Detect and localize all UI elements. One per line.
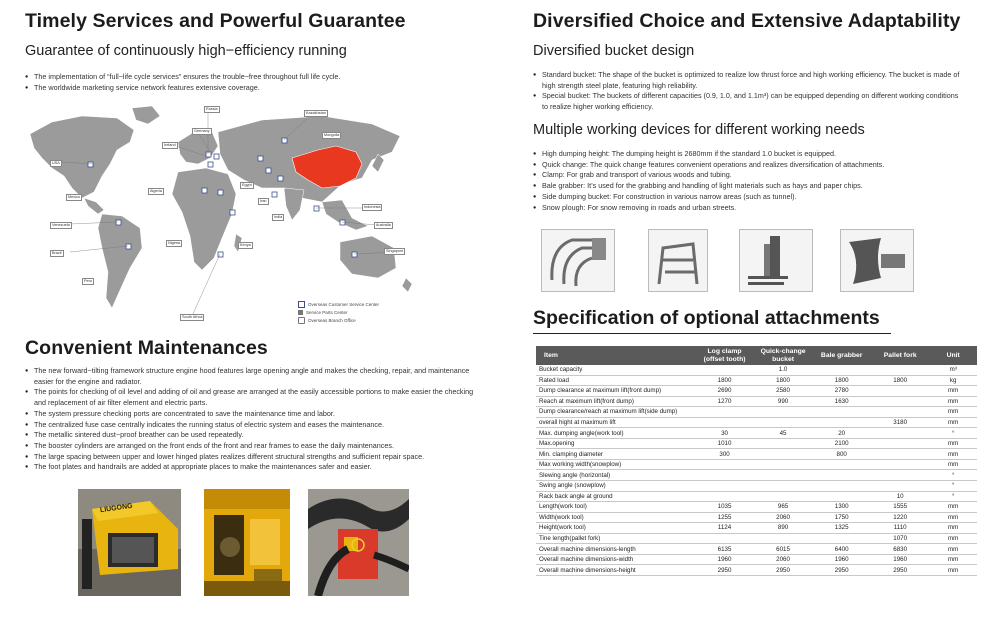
value-cell: 1110 <box>871 523 929 534</box>
maintenance-bullet: ● The new forward−tilting framework structure engine hood features large opening angle and makes the checking, repair, and maintenance easier for the engine and radiator. <box>25 366 480 387</box>
value-cell: 1750 <box>812 512 871 523</box>
value-cell: 1035 <box>695 502 753 513</box>
value-cell: mm <box>929 407 977 418</box>
spec-table <box>536 346 977 576</box>
item-cell: Height(work tool) <box>536 523 695 534</box>
value-cell: mm <box>929 544 977 555</box>
item-cell: Width(work tool) <box>536 512 695 523</box>
table-row <box>536 512 977 523</box>
value-cell: ° <box>929 491 977 502</box>
value-cell: 1325 <box>812 523 871 534</box>
item-cell: Slewing angle (horizontal) <box>536 470 695 481</box>
table-row <box>536 502 977 513</box>
bucket-bullet: ● Special bucket: The buckets of different capacities (0.9, 1.0, and 1.1m³) can be equipped depending on different working conditions to realize higher working efficiency. <box>533 91 963 112</box>
table-row <box>536 470 977 481</box>
maintenance-bullet: ● The centralized fuse case centrally indicates the running status of electric system and eases the maintenance. <box>25 420 480 431</box>
engine-hood-photo <box>78 489 181 596</box>
value-cell: ° <box>929 481 977 492</box>
value-cell <box>754 438 813 449</box>
map-label: Nigeria <box>168 241 181 245</box>
item-cell: Swing angle (snowplow) <box>536 481 695 492</box>
value-cell: mm <box>929 554 977 565</box>
value-cell: 20 <box>812 428 871 439</box>
map-label: Germany <box>194 129 210 133</box>
table-row <box>536 396 977 407</box>
item-cell: Dump clearance at maximum lift(front dump) <box>536 386 695 397</box>
column-header: Log clamp (offset tooth) <box>695 346 753 365</box>
table-row <box>536 459 977 470</box>
bucket-subtitle: Diversified bucket design <box>533 43 695 59</box>
title-underline <box>533 333 891 334</box>
value-cell: 1220 <box>871 512 929 523</box>
maintenance-bullet: ● The points for checking of oil level and adding of oil and grease are arranged at the easily accessible portions to make easier the checking and replacement of air filter element and electric parts. <box>25 387 480 408</box>
item-cell: Rated load <box>536 375 695 386</box>
value-cell <box>695 459 753 470</box>
services-title: Timely Services and Powerful Guarantee <box>25 10 406 32</box>
value-cell: mm <box>929 523 977 534</box>
value-cell: 1270 <box>695 396 753 407</box>
value-cell <box>695 533 753 544</box>
item-cell: overall hight at maximum lift <box>536 417 695 428</box>
value-cell <box>871 449 929 460</box>
value-cell <box>754 533 813 544</box>
value-cell <box>754 491 813 502</box>
value-cell: m³ <box>929 365 977 375</box>
map-legend <box>298 300 413 324</box>
table-row <box>536 481 977 492</box>
value-cell <box>871 428 929 439</box>
value-cell: mm <box>929 417 977 428</box>
devices-bullet: ● Side dumping bucket: For construction in various narrow areas (such as tunnel). <box>533 192 973 203</box>
adaptability-title: Diversified Choice and Extensive Adaptability <box>533 10 961 32</box>
table-row <box>536 533 977 544</box>
value-cell: 1960 <box>695 554 753 565</box>
pallet-fork-image <box>739 229 813 292</box>
item-cell: Overall machine dimensions-length <box>536 544 695 555</box>
value-cell: 1124 <box>695 523 753 534</box>
service-network-map <box>22 102 417 327</box>
map-label: Ireland <box>164 143 176 147</box>
brand-label: LIUGONG <box>99 502 133 515</box>
value-cell <box>871 481 929 492</box>
table-header-row <box>536 346 977 365</box>
value-cell: mm <box>929 438 977 449</box>
item-cell: Bucket capacity <box>536 365 695 375</box>
table-row <box>536 407 977 418</box>
value-cell <box>695 417 753 428</box>
value-cell: 6400 <box>812 544 871 555</box>
value-cell: 1800 <box>871 375 929 386</box>
item-cell: Min. clamping diameter <box>536 449 695 460</box>
guarantee-bullets <box>25 72 495 93</box>
item-cell: Reach at maximum lift(front dump) <box>536 396 695 407</box>
devices-bullet: ● High dumping height: The dumping height is 2680mm if the standard 1.0 bucket is equipped. <box>533 149 973 160</box>
value-cell: 1800 <box>695 375 753 386</box>
value-cell <box>812 533 871 544</box>
item-cell: Overall machine dimensions-height <box>536 565 695 576</box>
value-cell: 2950 <box>871 565 929 576</box>
hydraulic-photo <box>308 489 409 596</box>
bucket-bullet: ● Standard bucket: The shape of the bucket is optimized to realize low thrust force and high working efficiency. The bucket is made of high strength steel plate, featuring high reliability. <box>533 70 963 91</box>
map-label: Kenya <box>240 243 251 247</box>
map-label: Peru <box>84 279 93 283</box>
map-label: Iran <box>260 199 267 203</box>
value-cell: 1010 <box>695 438 753 449</box>
value-cell: 1960 <box>871 554 929 565</box>
snow-plough-image <box>840 229 914 292</box>
value-cell: ° <box>929 428 977 439</box>
value-cell: mm <box>929 565 977 576</box>
value-cell <box>871 386 929 397</box>
maintenance-bullet: ● The foot plates and handrails are added at appropriate places to make the maintenances safer and easier. <box>25 462 480 473</box>
item-cell: Max.opening <box>536 438 695 449</box>
value-cell <box>871 407 929 418</box>
devices-bullet: ● Clamp: For grab and transport of various woods and tubing. <box>533 170 973 181</box>
value-cell: 2950 <box>695 565 753 576</box>
value-cell <box>695 470 753 481</box>
guarantee-bullet: ● The implementation of “full−life cycle services” ensures the trouble−free throughout full life cycle. <box>25 72 495 83</box>
table-row <box>536 375 977 386</box>
value-cell <box>754 417 813 428</box>
table-row <box>536 417 977 428</box>
value-cell: mm <box>929 512 977 523</box>
value-cell: ° <box>929 470 977 481</box>
value-cell: 6015 <box>754 544 813 555</box>
value-cell: kg <box>929 375 977 386</box>
map-label: Algeria <box>150 189 162 193</box>
parts-center-icon <box>298 310 303 315</box>
value-cell: 965 <box>754 502 813 513</box>
value-cell: mm <box>929 396 977 407</box>
devices-bullet: ● Quick change: The quick change features convenient operations and realizes diversification of attachments. <box>533 160 973 171</box>
value-cell <box>695 365 753 375</box>
value-cell <box>754 459 813 470</box>
value-cell: 2780 <box>812 386 871 397</box>
value-cell <box>695 407 753 418</box>
value-cell: 2690 <box>695 386 753 397</box>
fuse-case-photo <box>204 489 290 596</box>
value-cell <box>871 438 929 449</box>
value-cell: 1800 <box>754 375 813 386</box>
value-cell: mm <box>929 533 977 544</box>
value-cell <box>812 365 871 375</box>
item-cell: Rack back angle at ground <box>536 491 695 502</box>
value-cell: 2100 <box>812 438 871 449</box>
table-row <box>536 449 977 460</box>
maintenance-bullet: ● The booster cylinders are arranged on the front ends of the front and rear frames to ease the daily maintenances. <box>25 441 480 452</box>
value-cell <box>812 470 871 481</box>
map-label: Venezuela <box>52 223 70 227</box>
table-row <box>536 523 977 534</box>
guarantee-subtitle: Guarantee of continuously high−efficiency running <box>25 43 347 59</box>
devices-bullets <box>533 149 973 213</box>
legend-label: Overseas Customer Service Center <box>308 301 380 307</box>
table-row <box>536 565 977 576</box>
value-cell: 890 <box>754 523 813 534</box>
item-cell: Max. dumping angle(work tool) <box>536 428 695 439</box>
spec-table-wrapper <box>536 346 977 576</box>
value-cell <box>871 459 929 470</box>
item-cell: Overall machine dimensions-width <box>536 554 695 565</box>
column-header: Quick-change bucket <box>754 346 813 365</box>
column-header: Item <box>536 346 695 365</box>
working-devices-subtitle: Multiple working devices for different working needs <box>533 122 865 138</box>
value-cell: 10 <box>871 491 929 502</box>
value-cell: 1255 <box>695 512 753 523</box>
map-label: Mexico <box>68 195 81 199</box>
maintenance-bullet: ● The metallic sintered dust−proof breather can be used repeatedly. <box>25 430 480 441</box>
maintenance-bullet: ● The system pressure checking ports are concentrated to save the maintenance time and labor. <box>25 409 480 420</box>
spec-title: Specification of optional attachments <box>533 307 880 329</box>
value-cell <box>812 491 871 502</box>
branch-office-icon <box>298 317 305 324</box>
value-cell: 1.0 <box>754 365 813 375</box>
value-cell: 2950 <box>754 565 813 576</box>
log-clamp-image <box>541 229 615 292</box>
value-cell <box>695 491 753 502</box>
value-cell: mm <box>929 449 977 460</box>
map-label: Indonesia <box>364 205 381 209</box>
value-cell: 2060 <box>754 554 813 565</box>
value-cell: 1800 <box>812 375 871 386</box>
table-row <box>536 365 977 375</box>
value-cell <box>871 470 929 481</box>
map-label: Russia <box>206 107 218 111</box>
value-cell <box>871 396 929 407</box>
value-cell: 1070 <box>871 533 929 544</box>
maintenance-title: Convenient Maintenances <box>25 337 268 359</box>
world-map-graphic <box>22 102 417 327</box>
column-header: Bale grabber <box>812 346 871 365</box>
devices-bullet: ● Bale grabber: It’s used for the grabbing and handling of light materials such as hays and paper chips. <box>533 181 973 192</box>
value-cell: 2950 <box>812 565 871 576</box>
spec-table-body <box>536 365 977 575</box>
legend-label: Service Parts Center <box>306 309 348 315</box>
map-label: India <box>274 215 283 219</box>
table-row <box>536 554 977 565</box>
value-cell: 1300 <box>812 502 871 513</box>
value-cell <box>754 407 813 418</box>
value-cell: 6830 <box>871 544 929 555</box>
item-cell: Dump clearance/reach at maximum lift(side dump) <box>536 407 695 418</box>
value-cell: 990 <box>754 396 813 407</box>
value-cell: 800 <box>812 449 871 460</box>
map-label: Australia <box>376 223 391 227</box>
value-cell: 30 <box>695 428 753 439</box>
table-row <box>536 428 977 439</box>
map-label: Egypt <box>242 183 252 187</box>
table-row <box>536 438 977 449</box>
value-cell: 1960 <box>812 554 871 565</box>
value-cell <box>754 470 813 481</box>
quick-change-image <box>648 229 708 292</box>
table-row <box>536 544 977 555</box>
map-label: Kazakhstan <box>306 111 326 115</box>
value-cell <box>754 481 813 492</box>
value-cell: 2580 <box>754 386 813 397</box>
value-cell <box>754 449 813 460</box>
map-label: Mongolia <box>324 133 340 137</box>
column-header: Pallet fork <box>871 346 929 365</box>
value-cell: 1555 <box>871 502 929 513</box>
column-header: Unit <box>929 346 977 365</box>
value-cell: mm <box>929 502 977 513</box>
value-cell: 6135 <box>695 544 753 555</box>
map-label: USA <box>52 161 60 165</box>
value-cell <box>812 417 871 428</box>
item-cell: Tine length(pallet fork) <box>536 533 695 544</box>
devices-bullet: ● Snow plough: For snow removing in roads and urban streets. <box>533 203 973 214</box>
value-cell <box>812 481 871 492</box>
map-label: Singapore <box>386 249 404 253</box>
value-cell <box>695 481 753 492</box>
item-cell: Length(work tool) <box>536 502 695 513</box>
bucket-bullets <box>533 70 963 113</box>
value-cell <box>871 365 929 375</box>
table-row <box>536 491 977 502</box>
map-label: South Africa <box>182 315 203 319</box>
item-cell: Max working width(snowplow) <box>536 459 695 470</box>
guarantee-bullet: ● The worldwide marketing service network features extensive coverage. <box>25 83 495 94</box>
map-label: Brazil <box>52 251 62 255</box>
value-cell: 1630 <box>812 396 871 407</box>
maintenance-bullets <box>25 366 480 473</box>
value-cell <box>812 407 871 418</box>
legend-label: Overseas Branch Office <box>308 317 356 323</box>
value-cell: mm <box>929 459 977 470</box>
value-cell <box>812 459 871 470</box>
maintenance-bullet: ● The large spacing between upper and lower hinged plates realizes different structural strengths and sufficient repair space. <box>25 452 480 463</box>
service-center-icon <box>298 301 305 308</box>
value-cell: 45 <box>754 428 813 439</box>
value-cell: 2060 <box>754 512 813 523</box>
table-row <box>536 386 977 397</box>
value-cell: 300 <box>695 449 753 460</box>
value-cell: mm <box>929 386 977 397</box>
value-cell: 3180 <box>871 417 929 428</box>
